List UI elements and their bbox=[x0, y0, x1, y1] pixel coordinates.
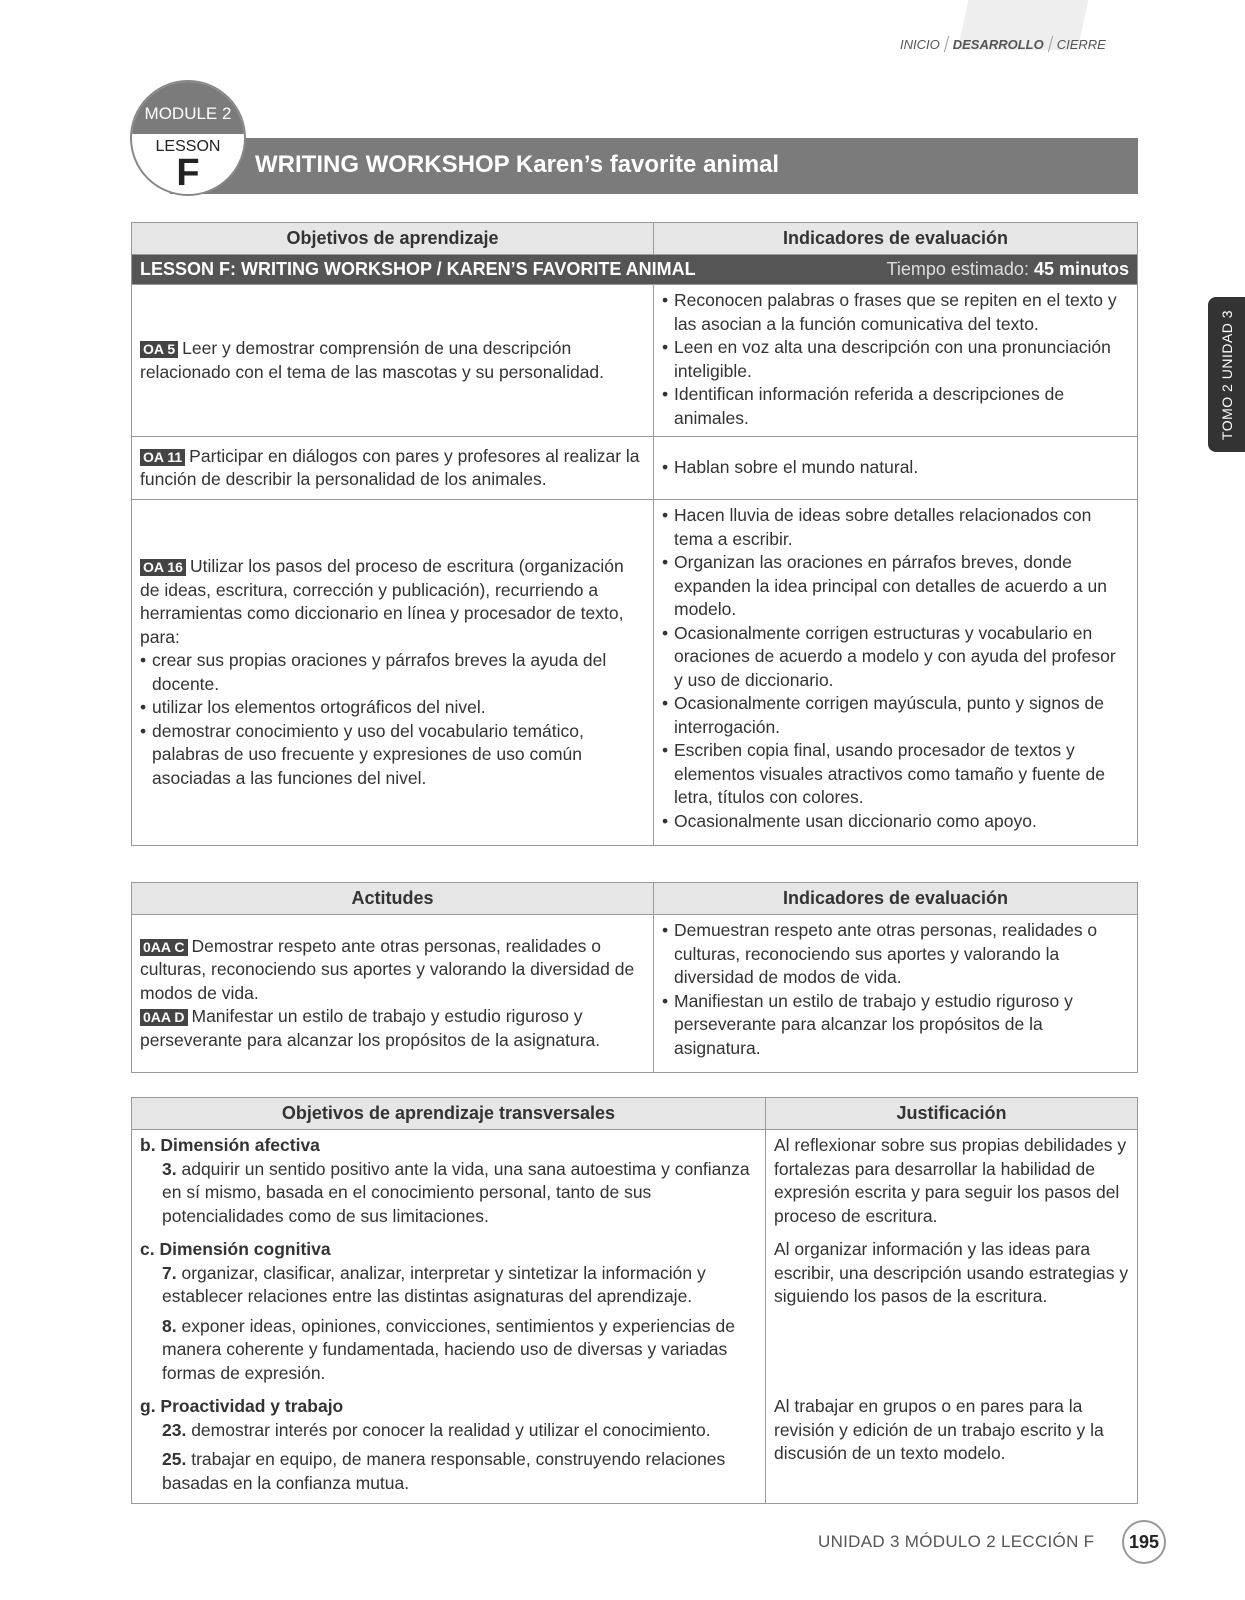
col-header-justificacion: Justificación bbox=[766, 1098, 1138, 1130]
justification-text: Al reflexionar sobre sus propias debilidades y fortalezas para desarrollar la habilidad de expresión escrita y para seguir los pasos del proceso de escritura. bbox=[774, 1135, 1127, 1226]
page-title: WRITING WORKSHOP Karen’s favorite animal bbox=[255, 151, 780, 178]
indicator-item: • Demuestran respeto ante otras personas, realidades o culturas, reconociendo sus aportes y valorando la diversidad de modos de vida. bbox=[662, 919, 1129, 990]
footer-breadcrumb: UNIDAD 3 MÓDULO 2 LECCIÓN F bbox=[818, 1532, 1095, 1551]
justification-text: Al organizar información y las ideas para escribir, una descripción usando estrategias y siguiendo los pasos de la escritura. bbox=[774, 1239, 1129, 1306]
section-nav bbox=[900, 36, 1106, 52]
objective-code: OA 5 bbox=[140, 341, 178, 358]
table-row bbox=[132, 915, 1138, 1073]
indicator-item: • Ocasionalmente usan diccionario como apoyo. bbox=[662, 810, 1129, 834]
nav-desarrollo: DESARROLLO bbox=[952, 36, 1044, 52]
attitude-text: Demostrar respeto ante otras personas, realidades o culturas, reconociendo sus aportes y valorando la diversidad de modos de vida. bbox=[140, 935, 635, 1003]
transversal-table bbox=[131, 1097, 1138, 1504]
col-header-objetivos: Objetivos de aprendizaje bbox=[132, 223, 654, 255]
objective-bullet: • crear sus propias oraciones y párrafos breves la ayuda del docente. bbox=[140, 649, 645, 696]
module-lesson-badge bbox=[130, 80, 246, 196]
indicator-item: • Escriben copia final, usando procesador de textos y elementos visuales atractivos como tamaño y fuente de letra, títulos con colores. bbox=[662, 739, 1129, 810]
dimension-title: c. Dimensión cognitiva bbox=[140, 1239, 331, 1259]
transversal-item: 23. demostrar interés por conocer la realidad y utilizar el conocimiento. bbox=[162, 1419, 711, 1440]
table-row bbox=[132, 500, 1138, 846]
lesson-header bbox=[170, 138, 1138, 194]
attitudes-table bbox=[131, 882, 1138, 1073]
indicator-item: • Reconocen palabras o frases que se repiten en el texto y las asocian a la función comunicativa del texto. bbox=[662, 289, 1129, 336]
module-label: MODULE 2 bbox=[132, 82, 244, 134]
objective-bullet: • demostrar conocimiento y uso del vocabulario temático, palabras de uso frecuente y expresiones de uso común asociadas a las funciones del nivel. bbox=[140, 720, 645, 791]
objective-code: OA 11 bbox=[140, 449, 185, 466]
indicator-item: • Ocasionalmente corrigen mayúscula, punto y signos de interrogación. bbox=[662, 692, 1129, 739]
indicator-item: • Hacen lluvia de ideas sobre detalles relacionados con tema a escribir. bbox=[662, 504, 1129, 551]
table-row bbox=[132, 1130, 1138, 1233]
attitude-text: Manifestar un estilo de trabajo y estudio riguroso y perseverante para alcanzar los propósitos de la asignatura. bbox=[140, 1006, 601, 1050]
side-tab bbox=[1208, 297, 1245, 452]
col-header-indicadores: Indicadores de evaluación bbox=[654, 883, 1138, 915]
lesson-row bbox=[132, 255, 1138, 285]
indicator-item: • Hablan sobre el mundo natural. bbox=[662, 456, 1129, 480]
transversal-item: 7. organizar, clasificar, analizar, interpretar y sintetizar la información y establecer relaciones entre las distintas asignaturas del aprendizaje. bbox=[162, 1262, 706, 1306]
table-row bbox=[132, 1232, 1138, 1389]
lesson-row-title: LESSON F: WRITING WORKSHOP / KAREN’S FAVORITE ANIMAL bbox=[140, 259, 696, 279]
transversal-item: 25. trabajar en equipo, de manera responsable, construyendo relaciones basadas en la confianza mutua. bbox=[162, 1449, 726, 1493]
justification-text: Al trabajar en grupos o en pares para la revisión y edición de un trabajo escrito y la discusión de un texto modelo. bbox=[774, 1396, 1104, 1463]
transversal-item: 3. adquirir un sentido positivo ante la vida, una sana autoestima y confianza en sí mismo, basada en el conocimiento personal, tanto de sus potencialidades como de sus limitaciones. bbox=[162, 1158, 750, 1226]
objectives-table bbox=[131, 222, 1138, 846]
objective-code: OA 16 bbox=[140, 559, 186, 576]
transversal-item: 8. exponer ideas, opiniones, convicciones, sentimientos y experiencias de manera coherente y fundamentada, haciendo uso de diversas y variadas formas de expresión. bbox=[162, 1315, 735, 1383]
col-header-indicadores: Indicadores de evaluación bbox=[654, 223, 1138, 255]
objective-bullet: • utilizar los elementos ortográficos del nivel. bbox=[140, 696, 645, 720]
table-row bbox=[132, 285, 1138, 437]
indicator-item: • Ocasionalmente corrigen estructuras y vocabulario en oraciones de acuerdo a modelo y con ayuda del profesor y uso de diccionario. bbox=[662, 622, 1129, 693]
page-number: 195 bbox=[1122, 1520, 1166, 1564]
table-row bbox=[132, 1389, 1138, 1504]
dimension-title: g. Proactividad y trabajo bbox=[140, 1396, 344, 1416]
lesson-letter: F bbox=[176, 152, 200, 194]
indicator-item: • Organizan las oraciones en párrafos breves, donde expanden la idea principal con detalles de acuerdo a un modelo. bbox=[662, 551, 1129, 622]
indicator-item: • Manifiestan un estilo de trabajo y estudio riguroso y perseverante para alcanzar los propósitos de la asignatura. bbox=[662, 990, 1129, 1061]
col-header-actitudes: Actitudes bbox=[132, 883, 654, 915]
attitude-code: 0AA D bbox=[140, 1009, 188, 1026]
objective-text: Participar en diálogos con pares y profesores al realizar la función de describir la personalidad de los animales. bbox=[140, 445, 640, 489]
indicator-item: • Identifican información referida a descripciones de animales. bbox=[662, 383, 1129, 430]
col-header-transversales: Objetivos de aprendizaje transversales bbox=[132, 1098, 766, 1130]
side-tab-label: TOMO 2 UNIDAD 3 bbox=[1218, 309, 1235, 440]
objective-text: Utilizar los pasos del proceso de escritura (organización de ideas, escritura, corrección y publicación), recurriendo a herramientas como diccionario en línea y procesador de texto, para: bbox=[140, 556, 624, 647]
table-row bbox=[132, 437, 1138, 500]
objective-text: Leer y demostrar comprensión de una descripción relacionado con el tema de las mascotas y su personalidad. bbox=[140, 338, 605, 382]
dimension-title: b. Dimensión afectiva bbox=[140, 1135, 320, 1155]
attitude-code: 0AA C bbox=[140, 939, 188, 956]
nav-inicio: INICIO bbox=[900, 36, 940, 52]
indicator-item: • Leen en voz alta una descripción con una pronunciación inteligible. bbox=[662, 336, 1129, 383]
lesson-label: LESSON bbox=[155, 138, 221, 155]
nav-cierre: CIERRE bbox=[1056, 36, 1106, 52]
estimated-time: Tiempo estimado: 45 minutos bbox=[886, 259, 1129, 279]
